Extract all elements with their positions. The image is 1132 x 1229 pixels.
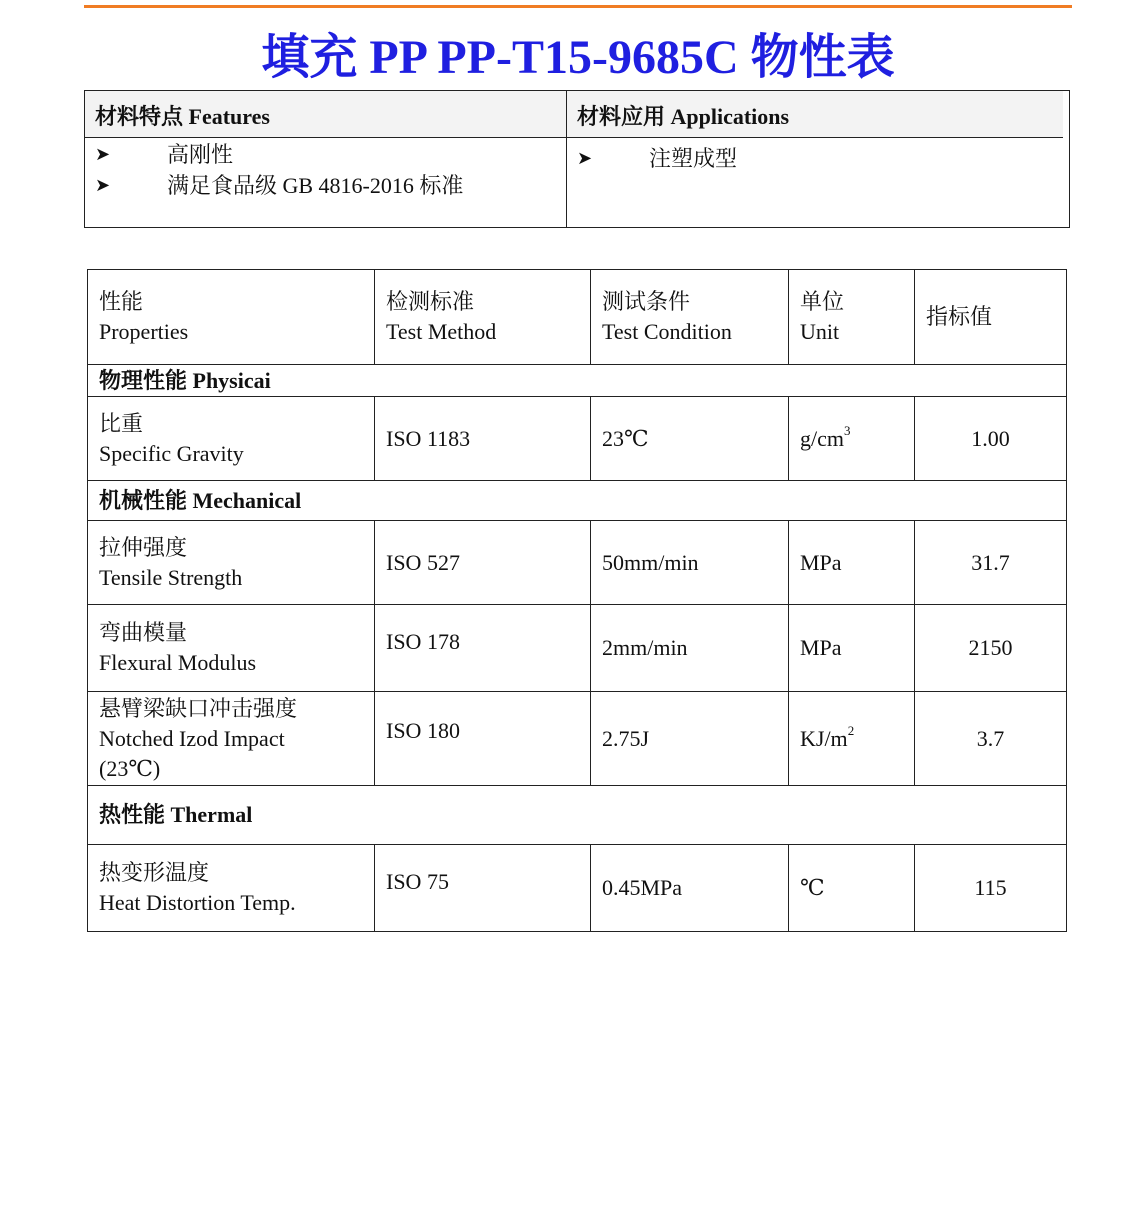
- table-row: 热变形温度 Heat Distortion Temp. ISO 75 0.45MPa ℃ 115: [88, 845, 1067, 932]
- table-row: 悬臂梁缺口冲击强度 Notched Izod Impact (23℃) ISO 180 2.75J $KJ/m^2$ 3.7: [88, 692, 1067, 786]
- table-row: 比重 Specific Gravity ISO 1183 23℃ $g/cm^3$ 1.00: [88, 397, 1067, 481]
- table-row: 弯曲模量 Flexural Modulus ISO 178 2mm/min MPa 2150: [88, 605, 1067, 692]
- list-item: ➤ 注塑成型: [577, 143, 737, 174]
- applications-list: [577, 143, 737, 174]
- applications-column: [567, 91, 1069, 227]
- page-title: 填充 PP PP-T15-9685C 物性表: [261, 31, 895, 84]
- features-column: [85, 91, 567, 227]
- arrowhead-bullet-icon: ➤: [95, 144, 111, 164]
- table-header-row: [88, 270, 1067, 365]
- top-accent-rule: [84, 5, 1072, 8]
- header-unit: 单位 Unit: [789, 270, 915, 365]
- table-row: 拉伸强度 Tensile Strength ISO 527 50mm/min MPa 31.7: [88, 521, 1067, 605]
- header-value: 指标值: [915, 270, 1067, 365]
- header-test-method: 检测标准 Test Method: [375, 270, 591, 365]
- properties-table: [87, 269, 1067, 932]
- section-row-physical: 物理性能 Physicai: [88, 365, 1067, 397]
- features-list: [95, 139, 463, 201]
- section-row-thermal: 热性能 Thermal: [88, 786, 1067, 845]
- list-item: ➤ 高刚性: [95, 139, 463, 170]
- arrowhead-bullet-icon: ➤: [95, 175, 111, 195]
- header-properties: 性能 Properties: [88, 270, 375, 365]
- list-item: ➤ 满足食品级 GB 4816-2016 标准: [95, 170, 463, 201]
- arrowhead-bullet-icon: ➤: [577, 148, 593, 168]
- header-test-condition: 测试条件 Test Condition: [591, 270, 789, 365]
- applications-header: 材料应用 Applications: [567, 91, 1063, 138]
- section-row-mechanical: 机械性能 Mechanical: [88, 481, 1067, 521]
- features-applications-box: [84, 90, 1070, 228]
- features-header: 材料特点 Features: [85, 91, 566, 138]
